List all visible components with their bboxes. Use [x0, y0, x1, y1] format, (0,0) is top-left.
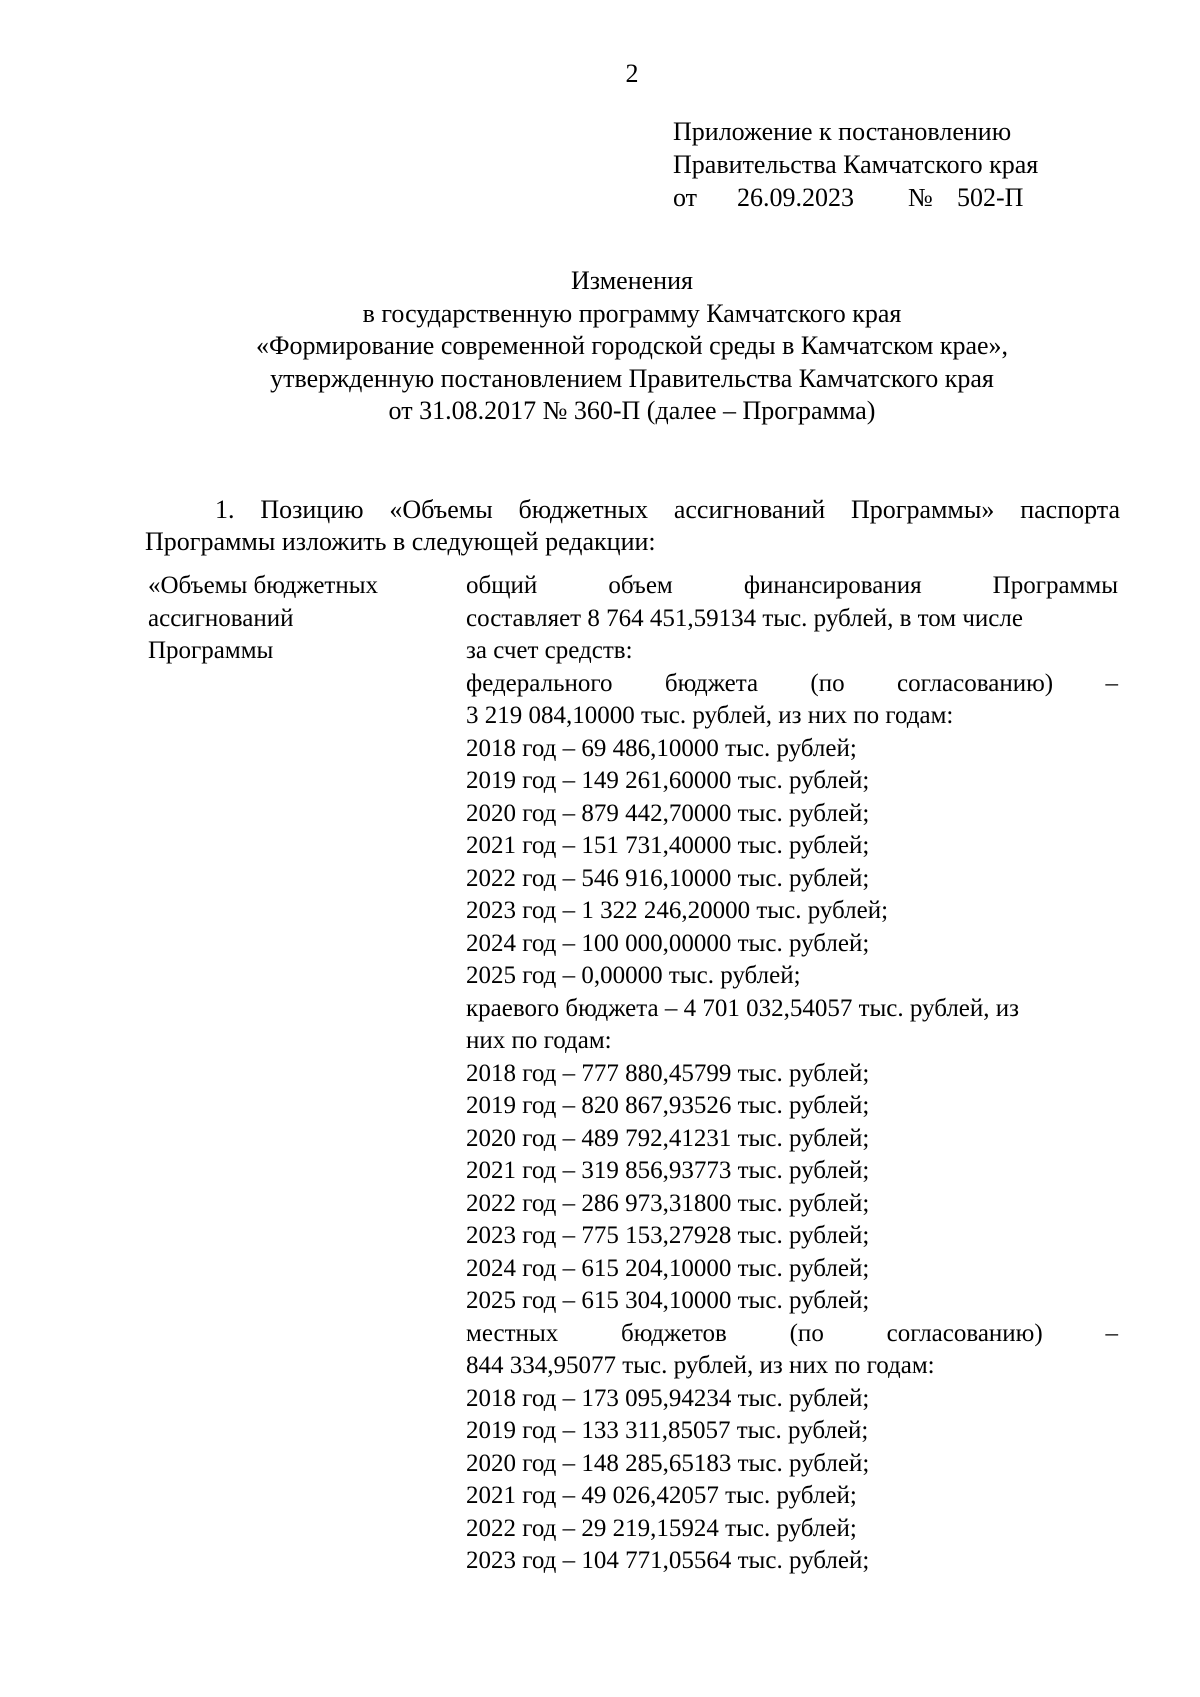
regional-year-line: 2025 год – 615 304,10000 тыс. рублей; [466, 1287, 870, 1314]
appendix-header [673, 115, 1093, 214]
document-title [150, 265, 1114, 428]
local-line-1 [466, 1318, 1118, 1351]
local-year-line: 2018 год – 173 095,94234 тыс. рублей; [466, 1384, 870, 1412]
word: – [1105, 669, 1118, 697]
page-number: 2 [625, 59, 639, 88]
table-right-column [466, 570, 1118, 1578]
word: Программы [992, 572, 1118, 599]
total-line-2: составляет 8 764 451,59134 тыс. рублей, в том числе [466, 604, 1023, 632]
regional-year-line: 2023 год – 775 153,27928 тыс. рублей; [466, 1222, 870, 1249]
regional-year-line: 2019 год – 820 867,93526 тыс. рублей; [466, 1092, 870, 1119]
left-line-2: ассигнований [148, 604, 294, 632]
local-year-line: 2020 год – 148 285,65183 тыс. рублей; [466, 1449, 870, 1477]
appendix-line-1: Приложение к постановлению [673, 117, 1012, 146]
total-line-3: за счет средств: [466, 637, 633, 664]
regional-year-line: 2020 год – 489 792,41231 тыс. рублей; [466, 1124, 870, 1152]
word: местных [466, 1319, 559, 1347]
word: бюджетов [621, 1319, 727, 1347]
paragraph-1 [145, 494, 1120, 558]
title-line-2: в государственную программу Камчатского края [362, 298, 902, 328]
federal-year-line: 2021 год – 151 731,40000 тыс. рублей; [466, 832, 870, 859]
left-line-1: «Объемы бюджетных [148, 572, 379, 599]
word: (по [810, 669, 845, 697]
local-year-line: 2021 год – 49 026,42057 тыс. рублей; [466, 1482, 857, 1509]
paragraph-1-text: 1. Позицию «Объемы бюджетных ассигнований Программы» паспорта Программы изложить в следующей редакции: [145, 495, 1120, 556]
federal-year-line: 2024 год – 100 000,00000 тыс. рублей; [466, 929, 870, 957]
local-year-line: 2023 год – 104 771,05564 тыс. рублей; [466, 1547, 870, 1574]
word: (по [789, 1319, 824, 1347]
appendix-date: 26.09.2023 [737, 183, 854, 212]
federal-year-line: 2022 год – 546 916,10000 тыс. рублей; [466, 864, 870, 892]
local-year-line: 2022 год – 29 219,15924 тыс. рублей; [466, 1514, 857, 1542]
federal-year-line: 2020 год – 879 442,70000 тыс. рублей; [466, 799, 870, 827]
title-line-1: Изменения [571, 266, 693, 295]
word: общий [466, 572, 538, 599]
federal-year-line: 2023 год – 1 322 246,20000 тыс. рублей; [466, 897, 889, 924]
regional-year-line: 2024 год – 615 204,10000 тыс. рублей; [466, 1254, 870, 1282]
regional-line-2: них по годам: [466, 1027, 612, 1054]
appendix-number-sign: № [908, 183, 933, 212]
regional-line-1: краевого бюджета – 4 701 032,54057 тыс. рублей, из [466, 994, 1020, 1022]
local-year-line: 2019 год – 133 311,85057 тыс. рублей; [466, 1417, 869, 1444]
total-line-1 [466, 570, 1118, 603]
federal-year-line: 2025 год – 0,00000 тыс. рублей; [466, 962, 801, 989]
regional-year-line: 2021 год – 319 856,93773 тыс. рублей; [466, 1157, 870, 1184]
federal-line-2: 3 219 084,10000 тыс. рублей, из них по годам: [466, 702, 954, 729]
regional-year-line: 2018 год – 777 880,45799 тыс. рублей; [466, 1059, 870, 1087]
word: объем [608, 572, 673, 599]
word: финансирования [743, 572, 922, 599]
title-line-3: «Формирование современной городской среды в Камчатском крае», [255, 331, 1009, 360]
table-left-column [148, 570, 428, 668]
word: – [1105, 1319, 1118, 1347]
federal-line-1 [466, 668, 1118, 701]
word: согласованию) [886, 1319, 1043, 1347]
appendix-line-2: Правительства Камчатского края [673, 150, 1039, 179]
local-line-2: 844 334,95077 тыс. рублей, из них по годам: [466, 1352, 935, 1379]
federal-year-line: 2018 год – 69 486,10000 тыс. рублей; [466, 734, 857, 762]
word: федерального [466, 669, 613, 697]
left-line-3: Программы [148, 637, 274, 664]
title-line-4: утвержденную постановлением Правительства Камчатского края [270, 363, 994, 393]
word: бюджета [664, 669, 759, 697]
appendix-date-line [673, 181, 1093, 214]
appendix-number: 502-П [957, 183, 1024, 212]
federal-year-line: 2019 год – 149 261,60000 тыс. рублей; [466, 767, 870, 794]
word: согласованию) [897, 669, 1054, 697]
regional-year-line: 2022 год – 286 973,31800 тыс. рублей; [466, 1189, 870, 1217]
appendix-ot: от [673, 183, 698, 212]
title-line-5: от 31.08.2017 № 360-П (далее – Программа) [388, 396, 876, 425]
